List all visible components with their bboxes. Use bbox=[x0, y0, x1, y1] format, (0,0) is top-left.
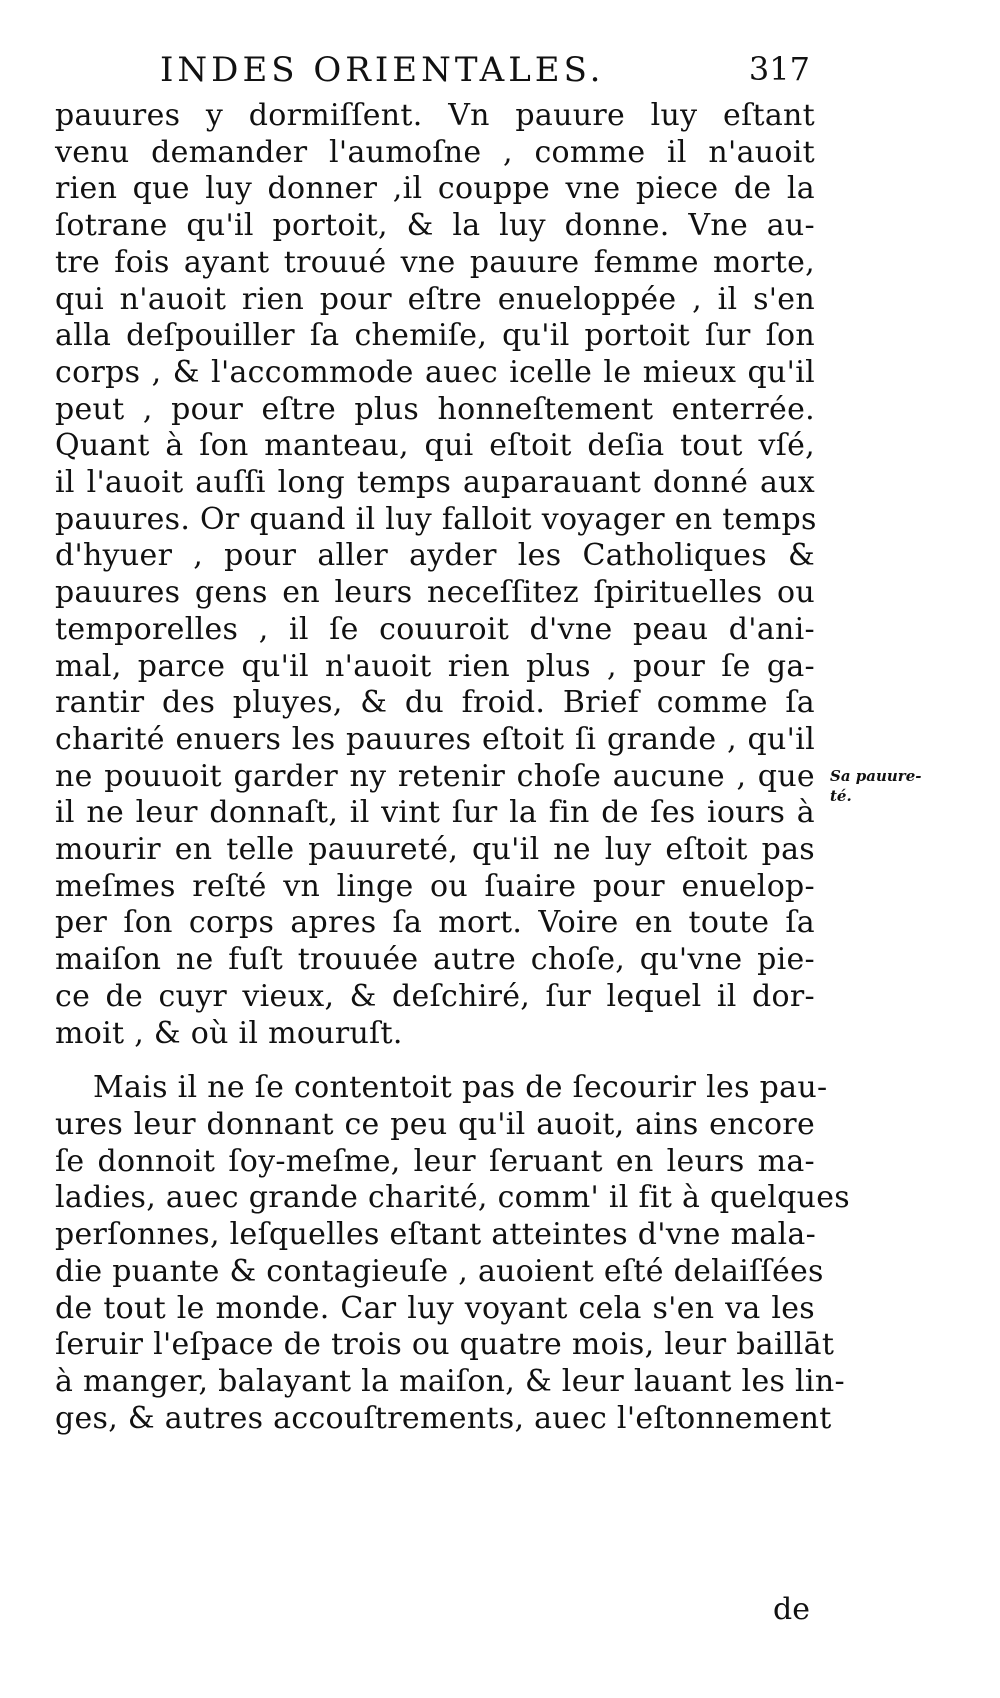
text-line: venu demander l'aumoſne , comme il n'auoit bbox=[55, 134, 815, 170]
text-line: ſotrane qu'il portoit, & la luy donne. Vne au- bbox=[55, 208, 815, 244]
margin-note-line: Sa pauure- bbox=[830, 767, 922, 785]
text-line: tre fois ayant trouué vne pauure femme morte, bbox=[55, 244, 815, 280]
text-line: mourir en telle pauureté, qu'il ne luy eſtoit pas bbox=[55, 832, 815, 868]
running-head bbox=[160, 50, 820, 100]
text-line: ne pouuoit garder ny retenir choſe aucune , que bbox=[55, 758, 815, 794]
text-line: ladies, auec grande charité, comm' il fit à quelques bbox=[55, 1180, 850, 1216]
text-line: meſmes reſté vn linge ou ſuaire pour enuelop- bbox=[55, 868, 815, 904]
text-line: qui n'auoit rien pour eſtre enueloppée , il s'en bbox=[55, 281, 815, 317]
text-line: perſonnes, leſquelles eſtant atteintes d'vne mala- bbox=[55, 1217, 817, 1253]
text-line: peut , pour eſtre plus honneſtement enterrée. bbox=[55, 391, 815, 427]
text-line: Quant à ſon manteau, qui eſtoit deſia tout vſé, bbox=[55, 428, 815, 464]
catchword: de bbox=[773, 1592, 810, 1627]
text-line: temporelles , il ſe couuroit d'vne peau d'ani- bbox=[55, 611, 815, 647]
text-line: il ne leur donnaſt, il vint ſur la fin de ſes iours à bbox=[55, 795, 815, 831]
text-line: per ſon corps apres ſa mort. Voire en toute ſa bbox=[55, 905, 815, 941]
text-line: corps , & l'accommode auec icelle le mieux qu'il bbox=[55, 354, 815, 390]
text-line: rantir des pluyes, & du froid. Brief comme ſa bbox=[55, 685, 815, 721]
text-line: à manger, balayant la maiſon, & leur lauant les lin- bbox=[55, 1363, 845, 1399]
text-line: ſe donnoit ſoy-meſme, leur ſeruant en leurs ma- bbox=[55, 1143, 815, 1179]
text-line: charité enuers les pauures eſtoit ſi grande , qu'il bbox=[55, 721, 815, 757]
text-line: ſeruir l'eſpace de trois ou quatre mois, leur baillāt bbox=[55, 1327, 835, 1363]
text-line: ges, & autres accouſtrements, auec l'eſtonnement bbox=[55, 1400, 832, 1436]
text-line: alla deſpouiller ſa chemiſe, qu'il portoit ſur ſon bbox=[55, 318, 815, 354]
text-line: pauures y dormiſſent. Vn pauure luy eſtant bbox=[55, 98, 815, 133]
text-line: il l'auoit auſſi long temps auparauant donné aux bbox=[55, 465, 815, 501]
text-line: moit , & où il mouruſt. bbox=[55, 1015, 403, 1051]
margin-note-line: té. bbox=[830, 787, 852, 805]
text-line: die puante & contagieuſe , auoient eſté delaiſſées bbox=[55, 1253, 824, 1289]
text-line: Mais il ne ſe contentoit pas de ſecourir les pau- bbox=[93, 1070, 828, 1106]
text-line: d'hyuer , pour aller ayder les Catholiques & bbox=[55, 538, 815, 574]
text-line: rien que luy donner ,il couppe vne piece de la bbox=[55, 171, 815, 207]
text-line: maiſon ne fuſt trouuée autre choſe, qu'vne pie- bbox=[55, 942, 815, 978]
text-line: de tout le monde. Car luy voyant cela s'en va les bbox=[55, 1290, 815, 1326]
text-line: ures leur donnant ce peu qu'il auoit, ains encore bbox=[55, 1106, 815, 1142]
text-line: mal, parce qu'il n'auoit rien plus , pour ſe ga- bbox=[55, 648, 815, 684]
text-line: pauures. Or quand il luy falloit voyager en temps bbox=[55, 501, 817, 537]
page-number: 317 bbox=[748, 50, 810, 88]
body-text bbox=[55, 98, 850, 1437]
paragraph-spacer bbox=[55, 1052, 815, 1070]
paragraph-1 bbox=[55, 98, 815, 1052]
running-title: INDES ORIENTALES. bbox=[160, 50, 605, 90]
text-line: ce de cuyr vieux, & deſchiré, ſur lequel il dor- bbox=[55, 978, 815, 1014]
paragraph-2 bbox=[55, 1070, 850, 1437]
text-line: pauures gens en leurs neceſſitez ſpirituelles ou bbox=[55, 575, 815, 611]
margin-note bbox=[830, 766, 970, 806]
